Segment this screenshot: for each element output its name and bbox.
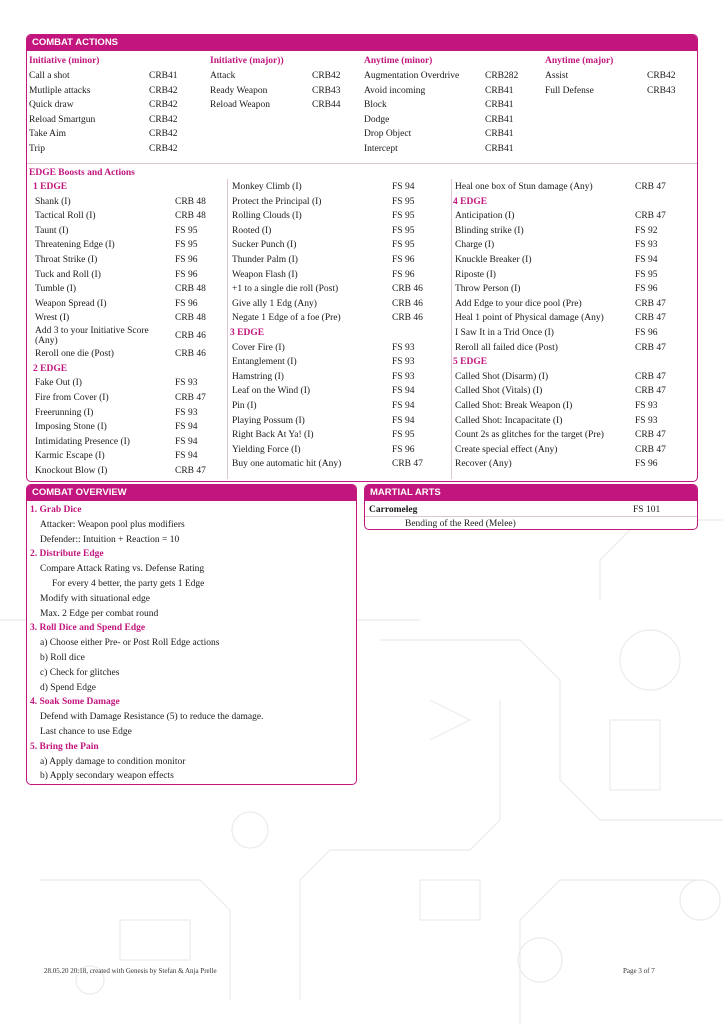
edge-action-name: Called Shot (Vitals) (I): [455, 386, 543, 397]
action-ref: CRB42: [149, 129, 178, 140]
overview-step-detail: a) Choose either Pre- or Post Roll Edge actions: [40, 638, 220, 649]
overview-step-detail: Last chance to use Edge: [40, 726, 132, 737]
edge-action-name: Anticipation (I): [455, 211, 515, 222]
edge-action-name: I Saw It in a Trid Once (I): [455, 328, 554, 338]
edge-action-ref: FS 93: [392, 342, 415, 353]
edge-action-ref: FS 94: [392, 182, 415, 192]
footer-page-number: Page 3 of 7: [623, 967, 655, 975]
action-name: Take Aim: [29, 129, 67, 140]
edge-action-ref: FS 96: [392, 255, 415, 265]
action-name: Call a shot: [29, 71, 70, 81]
edge-action-name: Reroll one die (Post): [35, 349, 114, 360]
action-name: Reload Weapon: [210, 100, 271, 111]
edge-action-name: Reroll all failed dice (Post): [455, 342, 558, 353]
edge-action-name: Weapon Flash (I): [232, 269, 298, 280]
edge-action-ref: FS 93: [635, 401, 658, 411]
action-column-header: Initiative (minor): [29, 56, 100, 66]
edge-action-name: Add 3 to your Initiative Score: [35, 326, 149, 336]
edge-action-ref: FS 94: [175, 451, 198, 462]
edge-action-name: Count 2s as glitches for the target (Pre): [455, 430, 604, 441]
combat-actions-panel: [26, 34, 698, 482]
overview-step-detail: a) Apply damage to condition monitor: [40, 756, 186, 767]
combat-overview-panel: [26, 484, 357, 785]
action-name: Intercept: [364, 144, 398, 154]
action-name: Augmentation Overdrive: [364, 71, 460, 81]
edge-action-name: Knuckle Breaker (I): [455, 255, 532, 265]
edge-action-ref: FS 93: [175, 407, 198, 418]
action-name: Dodge: [364, 114, 390, 125]
action-ref: CRB42: [149, 100, 178, 111]
edge-action-name: Charge (I): [455, 240, 495, 251]
martial-arts-title: MARTIAL ARTS: [365, 485, 697, 501]
overview-step-detail: Defender:: Intuition + Reaction = 10: [40, 534, 180, 545]
overview-step-detail: b) Roll dice: [40, 652, 85, 663]
action-name: Attack: [210, 71, 236, 81]
edge-action-name: +1 to a single die roll (Post): [232, 284, 339, 295]
edge-action-name: Negate 1 Edge of a foe (Pre): [232, 313, 341, 324]
edge-action-ref: FS 92: [635, 225, 658, 236]
action-name: Block: [364, 100, 387, 111]
edge-action-name: Pin (I): [232, 401, 257, 411]
edge-action-name: Monkey Climb (I): [232, 182, 302, 192]
overview-step-heading: 2. Distribute Edge: [30, 549, 104, 560]
edge-action-name: Throw Person (I): [455, 284, 521, 295]
edge-action-ref: FS 96: [392, 269, 415, 280]
edge-action-ref: CRB 47: [635, 430, 666, 441]
edge-action-name: Intimidating Presence (I): [35, 436, 130, 447]
overview-step-heading: 5. Bring the Pain: [30, 741, 99, 752]
edge-action-ref: FS 93: [392, 357, 415, 368]
edge-action-name: Buy one automatic hit (Any): [232, 459, 342, 470]
edge-action-ref: CRB 48: [175, 211, 206, 222]
action-name: Drop Object: [364, 129, 412, 140]
action-name: Full Defense: [545, 85, 594, 96]
edge-action-ref: FS 93: [635, 415, 658, 426]
action-name: Quick draw: [29, 100, 74, 111]
edge-action-ref: CRB 48: [175, 284, 206, 295]
edge-action-ref: FS 96: [635, 459, 658, 470]
edge-action-ref: FS 95: [392, 196, 415, 207]
overview-step-detail: Modify with situational edge: [40, 593, 151, 604]
edge-action-ref: FS 95: [175, 225, 198, 236]
edge-action-ref: CRB 46: [392, 298, 423, 309]
edge-action-name: Riposte (I): [455, 269, 496, 280]
edge-action-ref: CRB 47: [635, 298, 666, 309]
action-name: Ready Weapon: [210, 85, 268, 96]
edge-action-name: Sucker Punch (I): [232, 240, 297, 251]
action-name: Mutliple attacks: [29, 85, 91, 96]
action-ref: CRB41: [485, 100, 514, 111]
edge-action-ref: FS 96: [175, 269, 198, 280]
edge-action-name: Fire from Cover (I): [35, 393, 109, 403]
edge-action-ref: FS 94: [635, 255, 658, 265]
edge-action-ref: CRB 48: [175, 313, 206, 324]
edge-action-ref: CRB 47: [175, 466, 206, 476]
edge-action-name: Tuck and Roll (I): [35, 269, 101, 280]
edge-action-ref: FS 94: [175, 422, 198, 433]
edge-action-name: Rooted (I): [232, 225, 272, 236]
edge-action-name: Knockout Blow (I): [35, 466, 108, 476]
action-ref: CRB43: [647, 85, 676, 96]
action-name: Avoid incoming: [364, 85, 426, 96]
edge-action-name: Recover (Any): [455, 459, 512, 470]
action-ref: CRB42: [647, 71, 676, 81]
edge-action-ref: FS 96: [635, 328, 658, 338]
edge-action-ref: FS 93: [635, 240, 658, 251]
action-column-header: Initiative (major)): [210, 56, 284, 66]
edge-action-name: Protect the Principal (I): [232, 196, 322, 207]
edge-action-name: Rolling Clouds (I): [232, 211, 302, 222]
edge-action-name: Heal 1 point of Physical damage (Any): [455, 313, 604, 324]
overview-step-detail: Attacker: Weapon pool plus modifiers: [40, 519, 185, 530]
edge-action-name: Shank (I): [35, 196, 71, 207]
overview-step-detail: d) Spend Edge: [40, 682, 96, 693]
martial-arts-panel: [364, 484, 698, 530]
overview-step-heading: 4. Soak Some Damage: [30, 697, 120, 708]
action-ref: CRB41: [485, 144, 514, 154]
edge-action-name: Imposing Stone (I): [35, 422, 107, 433]
edge-action-name: Weapon Spread (I): [35, 298, 107, 309]
edge-action-name: Thunder Palm (I): [232, 255, 298, 265]
edge-action-ref: CRB 47: [635, 313, 666, 324]
edge-action-name: Leaf on the Wind (I): [232, 386, 311, 397]
edge-action-name: Wrest (I): [35, 313, 70, 324]
edge-action-name: Called Shot: Incapacitate (I): [455, 415, 563, 426]
edge-cost-heading: 1 EDGE: [33, 182, 68, 192]
edge-action-ref: CRB 47: [635, 211, 666, 222]
edge-cost-heading: 3 EDGE: [230, 328, 265, 338]
action-ref: CRB41: [485, 129, 514, 140]
edge-action-name: Yielding Force (I): [232, 444, 301, 455]
martial-art-technique: Bending of the Reed (Melee): [405, 519, 516, 529]
edge-action-name: Playing Possum (I): [232, 415, 305, 426]
edge-action-name: Heal one box of Stun damage (Any): [455, 182, 593, 192]
edge-action-name: Fake Out (I): [35, 378, 82, 389]
edge-action-ref: CRB 47: [635, 444, 666, 455]
edge-action-ref: CRB 47: [635, 371, 666, 382]
action-ref: CRB282: [485, 71, 519, 81]
edge-action-ref: FS 94: [175, 436, 198, 447]
overview-step-detail: For every 4 better, the party gets 1 Edge: [52, 578, 205, 589]
overview-step-detail: c) Check for glitches: [40, 667, 120, 678]
edge-action-name: Cover Fire (I): [232, 342, 285, 353]
action-name: Reload Smartgun: [29, 114, 96, 125]
edge-action-name: Blinding strike (I): [455, 225, 524, 236]
martial-arts-divider: [365, 516, 697, 517]
overview-step-detail: Max. 2 Edge per combat round: [40, 608, 159, 619]
edge-cost-heading: 4 EDGE: [453, 196, 488, 207]
edge-action-name: Right Back At Ya! (I): [232, 430, 314, 441]
edge-action-ref: FS 96: [175, 255, 198, 265]
action-ref: CRB42: [149, 114, 178, 125]
action-name: Trip: [29, 144, 46, 154]
edge-action-ref: CRB 47: [175, 393, 206, 403]
combat-actions-title: COMBAT ACTIONS: [27, 35, 697, 51]
edge-action-ref: CRB 48: [175, 196, 206, 207]
edge-action-ref: FS 95: [392, 430, 415, 441]
edge-action-ref: CRB 47: [392, 459, 423, 470]
combat-overview-list: [30, 503, 353, 784]
overview-step-detail: Compare Attack Rating vs. Defense Rating: [40, 564, 205, 575]
martial-art-style-ref: FS 101: [633, 505, 661, 515]
action-ref: CRB42: [149, 85, 178, 96]
edge-action-name: Give ally 1 Edg (Any): [232, 298, 317, 309]
edge-action-ref: CRB 47: [635, 182, 666, 192]
overview-step-detail: b) Apply secondary weapon effects: [40, 771, 174, 782]
edge-action-ref: CRB 46: [392, 313, 423, 324]
action-ref: CRB41: [485, 85, 514, 96]
edge-action-name: Threatening Edge (I): [35, 240, 115, 251]
edge-action-name: Called Shot (Disarm) (I): [455, 371, 549, 382]
footer-left: 28.05.20 20:18, created with Genesis by Stefan & Anja Prelle: [44, 967, 217, 975]
overview-step-heading: 1. Grab Dice: [30, 505, 82, 515]
edge-action-name: Called Shot: Break Weapon (I): [455, 401, 573, 411]
edge-column-divider: [227, 179, 228, 479]
edge-section-title: EDGE Boosts and Actions: [29, 168, 135, 178]
edge-action-ref: FS 95: [392, 211, 415, 222]
edge-column-divider: [451, 179, 452, 479]
edge-action-name: Tumble (I): [35, 284, 77, 295]
edge-action-name: Freerunning (I): [35, 407, 94, 418]
action-ref: CRB41: [485, 114, 514, 125]
edge-section-divider: [27, 163, 697, 164]
action-column-header: Anytime (minor): [364, 56, 433, 66]
edge-action-ref: FS 96: [175, 298, 198, 309]
action-ref: CRB43: [312, 85, 341, 96]
edge-action-ref: FS 95: [392, 240, 415, 251]
edge-action-ref: FS 95: [392, 225, 415, 236]
edge-action-ref: FS 95: [175, 240, 198, 251]
edge-cost-heading: 2 EDGE: [33, 363, 68, 374]
edge-action-ref: FS 93: [175, 378, 198, 389]
edge-action-name: Entanglement (I): [232, 357, 297, 368]
edge-cost-heading: 5 EDGE: [453, 357, 488, 368]
action-name: Assist: [545, 71, 569, 81]
edge-action-name-continued: (Any): [35, 336, 58, 346]
edge-action-ref: FS 96: [392, 444, 415, 455]
combat-overview-title: COMBAT OVERVIEW: [27, 485, 356, 501]
edge-action-ref: CRB 47: [635, 342, 666, 353]
action-ref: CRB42: [149, 144, 178, 154]
edge-action-ref: CRB 47: [635, 386, 666, 397]
edge-action-name: Tactical Roll (I): [35, 211, 96, 222]
edge-action-name: Karmic Escape (I): [35, 451, 105, 462]
edge-action-name: Throat Strike (I): [35, 255, 98, 265]
overview-step-detail: Defend with Damage Resistance (5) to reduce the damage.: [40, 712, 264, 723]
edge-action-ref: FS 96: [635, 284, 658, 295]
martial-art-style-name: Carromeleg: [369, 505, 418, 515]
edge-action-name: Create special effect (Any): [455, 444, 558, 455]
edge-action-ref: FS 95: [635, 269, 658, 280]
edge-action-ref: FS 94: [392, 415, 415, 426]
edge-action-ref: FS 94: [392, 401, 415, 411]
action-ref: CRB41: [149, 71, 178, 81]
action-column-header: Anytime (major): [545, 56, 614, 66]
edge-action-ref: CRB 46: [175, 349, 206, 360]
overview-step-heading: 3. Roll Dice and Spend Edge: [30, 623, 146, 634]
action-ref: CRB42: [312, 71, 341, 81]
edge-action-ref: CRB 46: [392, 284, 423, 295]
action-ref: CRB44: [312, 100, 341, 111]
edge-action-ref: FS 93: [392, 371, 415, 382]
edge-action-ref: CRB 46: [175, 331, 206, 341]
edge-action-name: Taunt (I): [35, 225, 69, 236]
edge-action-ref: FS 94: [392, 386, 415, 397]
edge-action-name: Hamstring (I): [232, 371, 284, 382]
edge-action-name: Add Edge to your dice pool (Pre): [455, 298, 582, 309]
